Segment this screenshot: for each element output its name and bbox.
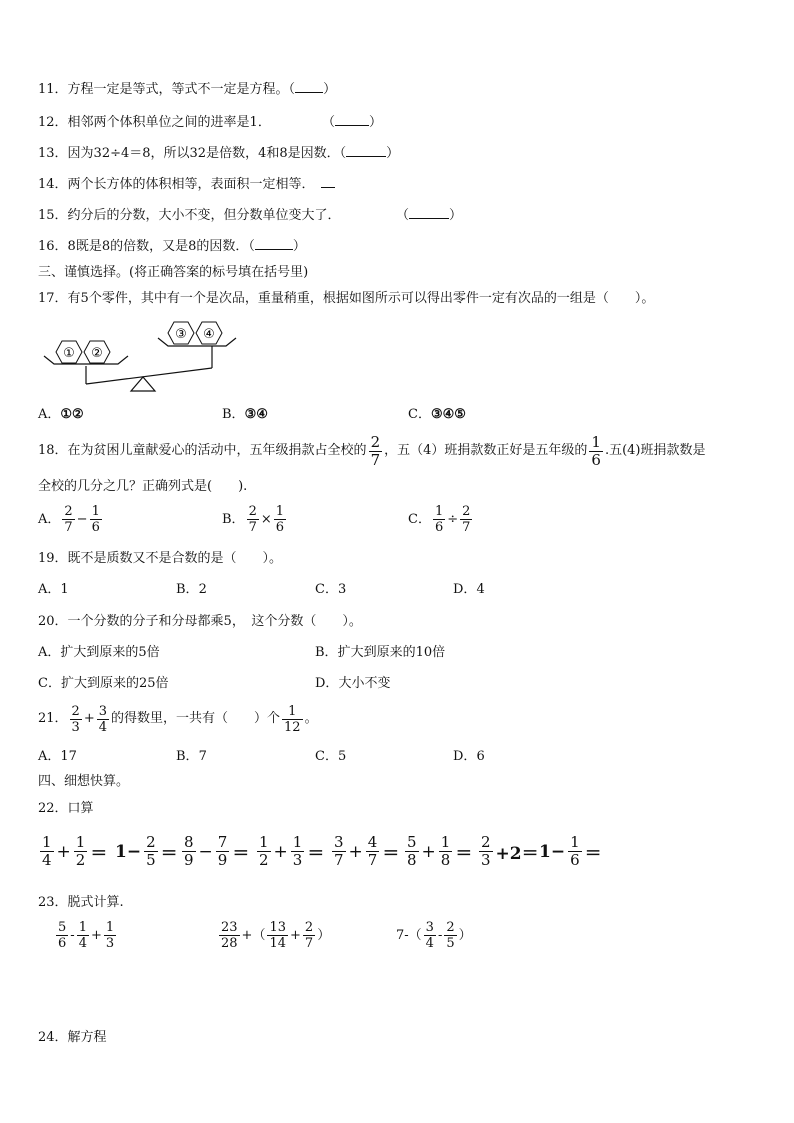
- answer-blank[interactable]: [335, 113, 369, 126]
- option-label: C．: [315, 582, 338, 597]
- answer-blank[interactable]: [321, 175, 335, 188]
- answer-blank[interactable]: [409, 206, 449, 219]
- fraction: $\frac{1}{6}$: [91, 504, 100, 535]
- oral-expr-6: 5 8 + $\frac{1}{8}$ ＝: [407, 833, 473, 869]
- option-b[interactable]: [176, 747, 207, 767]
- question-text: ，五（4）班捐款数正好是五年级的: [384, 443, 588, 458]
- fraction: 1 6: [591, 432, 601, 469]
- question-text: 有5个零件，其中有一个是次品，重量稍重，根据如图所示可以得出零件一定有次品的一组是（ ）。: [67, 291, 655, 306]
- option-label: C．: [38, 676, 61, 691]
- answer-blank[interactable]: [295, 80, 323, 93]
- question-20: [38, 612, 362, 632]
- operator: −: [76, 511, 88, 527]
- oral-expr-1: 1 4 + $\frac{1}{2}$ ＝: [42, 833, 108, 869]
- option-value: 7: [198, 749, 207, 764]
- oral-expr-5: 3 7 + $\frac{4}{7}$ ＝: [334, 833, 400, 869]
- question-text: 方程一定是等式，等式不一定是方程。（: [67, 82, 296, 97]
- option-c[interactable]: [38, 674, 169, 694]
- question-16: [38, 237, 306, 257]
- question-22: [38, 799, 94, 819]
- question-text: 因为32÷4＝8，所以32是倍数，4和8是因数．（: [67, 146, 347, 161]
- option-label: B．: [315, 645, 338, 660]
- option-a[interactable]: [38, 580, 69, 600]
- option-label: C．: [408, 407, 431, 422]
- option-label: B．: [176, 582, 199, 597]
- question-13: [38, 144, 399, 164]
- question-15: [38, 206, 341, 226]
- option-value: ③④: [244, 407, 268, 422]
- option-c[interactable]: [315, 580, 346, 600]
- oral-expr-3: 8 9 − $\frac{7}{9}$ ＝: [184, 833, 250, 869]
- paren: （: [396, 208, 410, 223]
- question-text: 解方程: [67, 1030, 107, 1045]
- option-label: B．: [222, 511, 245, 527]
- answer-blank[interactable]: [255, 237, 293, 250]
- question-number: 13．: [38, 146, 68, 161]
- option-value: 扩大到原来的25倍: [60, 676, 169, 691]
- question-text: 一个分数的分子和分母都乘5， 这个分数（ ）。: [67, 614, 362, 629]
- question-number: 24．: [38, 1030, 68, 1045]
- step-calc-2: 23 28 +（ 13 14 + $\frac{2}{7}$ ）: [221, 920, 331, 951]
- question-text: 在为贫困儿童献爱心的活动中，五年级捐款占全校的: [67, 443, 367, 458]
- option-value: 17: [60, 749, 77, 764]
- option-label: A．: [38, 407, 61, 422]
- fraction: $\frac{1}{6}$: [275, 504, 285, 535]
- step-calc-1: 5 6 - 1 4 + $\frac{1}{3}$: [58, 920, 115, 951]
- paren: ）: [449, 208, 463, 223]
- option-value: 3: [337, 582, 347, 597]
- question-19: [38, 549, 282, 569]
- part-label: ①: [63, 346, 75, 361]
- option-a[interactable]: [38, 747, 77, 767]
- option-c[interactable]: [408, 405, 466, 425]
- question-number: 20．: [38, 614, 68, 629]
- operator: +: [83, 711, 95, 726]
- operator: ×: [260, 511, 272, 527]
- option-value: 大小不变: [338, 676, 391, 691]
- fraction: $\frac{1}{6}$: [434, 504, 444, 535]
- question-text: .五(4)班捐款数是: [604, 443, 706, 458]
- fraction: 2 7: [370, 432, 381, 469]
- question-number: 17．: [38, 291, 68, 306]
- question-number: 18．: [38, 443, 68, 458]
- paren: ）: [386, 146, 400, 161]
- question-number: 14．: [38, 177, 68, 192]
- question-number: 19．: [38, 551, 68, 566]
- question-14: [38, 175, 335, 195]
- part-label: ④: [203, 327, 215, 342]
- option-label: C．: [315, 749, 338, 764]
- fraction: 2 7: [64, 504, 73, 535]
- option-a[interactable]: [38, 504, 104, 535]
- section-heading: 三、谨慎选择。(将正确答案的标号填在括号里): [38, 265, 309, 280]
- option-value: 1: [60, 582, 69, 597]
- fraction: $\frac{3}{4}$: [98, 703, 108, 735]
- fraction: $\frac{2}{7}$: [462, 504, 471, 535]
- question-number: 21．: [38, 711, 68, 726]
- option-b[interactable]: [222, 504, 288, 535]
- option-value: 6: [476, 749, 485, 764]
- question-number: 12．: [38, 115, 68, 130]
- option-d[interactable]: [453, 580, 485, 600]
- question-number: 11．: [38, 82, 68, 97]
- option-d[interactable]: [315, 674, 390, 694]
- option-label: B．: [176, 749, 199, 764]
- option-label: A．: [38, 511, 61, 527]
- part-label: ③: [175, 327, 187, 342]
- question-text: 约分后的分数，大小不变，但分数单位变大了．: [67, 208, 341, 223]
- part-label: ②: [91, 346, 103, 361]
- balance-scale-figure: [40, 318, 250, 393]
- question-text: 8既是8的倍数，又是8的因数．（: [67, 239, 255, 254]
- oral-expr-8: 1− $\frac{1}{6}$ ＝: [539, 833, 602, 869]
- question-17: [38, 289, 654, 309]
- question-text: 口算: [67, 801, 94, 816]
- question-12: [38, 113, 271, 133]
- question-23: [38, 893, 124, 913]
- option-label: D．: [453, 582, 477, 597]
- fulcrum-triangle: [131, 377, 155, 391]
- oral-expr-4: 1 2 + $\frac{1}{3}$ ＝: [259, 833, 325, 869]
- option-value: 扩大到原来的10倍: [337, 645, 446, 660]
- oral-expr-2: 1− $\frac{2}{5}$ ＝: [115, 833, 178, 869]
- option-label: C．: [408, 511, 431, 527]
- option-value: ①②: [60, 407, 84, 422]
- option-c[interactable]: [408, 504, 474, 535]
- option-b[interactable]: [176, 580, 207, 600]
- question-number: 22．: [38, 801, 68, 816]
- punctuation: 。: [304, 711, 318, 726]
- right-pan: [158, 338, 236, 346]
- question-21: [38, 700, 318, 738]
- answer-paren-15: [396, 206, 462, 226]
- oral-expr-7: 2 3 +2＝: [481, 833, 539, 869]
- option-c[interactable]: [315, 747, 346, 767]
- option-value: 扩大到原来的5倍: [60, 645, 160, 660]
- question-11: [38, 80, 336, 100]
- fraction: $\frac{2}{7}$: [248, 504, 257, 535]
- option-d[interactable]: [453, 747, 485, 767]
- option-label: D．: [453, 749, 477, 764]
- question-18: [38, 432, 706, 470]
- paren: （: [322, 115, 336, 130]
- fraction: 2 3: [71, 703, 80, 735]
- paren: ）: [292, 239, 306, 254]
- question-number: 16．: [38, 239, 68, 254]
- operator: ÷: [447, 511, 459, 527]
- question-24: [38, 1028, 107, 1048]
- paren: ）: [323, 82, 337, 97]
- option-b[interactable]: [315, 643, 445, 663]
- fraction: 1 12: [284, 703, 301, 735]
- option-label: A．: [38, 582, 61, 597]
- question-number: 15．: [38, 208, 68, 223]
- option-label: A．: [38, 645, 61, 660]
- option-value: 4: [476, 582, 485, 597]
- option-a[interactable]: [38, 405, 84, 425]
- question-text: 的得数里，一共有（ ）个: [111, 711, 281, 726]
- option-a[interactable]: [38, 643, 160, 663]
- option-value: ③④⑤: [430, 407, 466, 422]
- question-text: 既不是质数又不是合数的是（ ）。: [67, 551, 283, 566]
- question-text: 脱式计算.: [67, 895, 124, 910]
- question-number: 23．: [38, 895, 68, 910]
- option-label: D．: [315, 676, 339, 691]
- answer-blank[interactable]: [346, 144, 386, 157]
- option-label: A．: [38, 749, 61, 764]
- question-text: 两个长方体的体积相等，表面积一定相等．: [67, 177, 315, 192]
- paren: ）: [369, 115, 383, 130]
- option-label: B．: [222, 407, 245, 422]
- question-text: 相邻两个体积单位之间的进率是1．: [67, 115, 271, 130]
- step-calc-3: 7-（ 3 4 - 2 5 ）: [396, 920, 472, 951]
- option-value: 2: [198, 582, 207, 597]
- question-18-line2: 全校的几分之几？正确列式是( ).: [38, 479, 248, 494]
- section-heading: 四、细想快算。: [38, 774, 130, 789]
- answer-paren-12: [322, 113, 382, 133]
- left-pan: [44, 356, 128, 364]
- option-value: 5: [337, 749, 347, 764]
- option-b[interactable]: [222, 405, 268, 425]
